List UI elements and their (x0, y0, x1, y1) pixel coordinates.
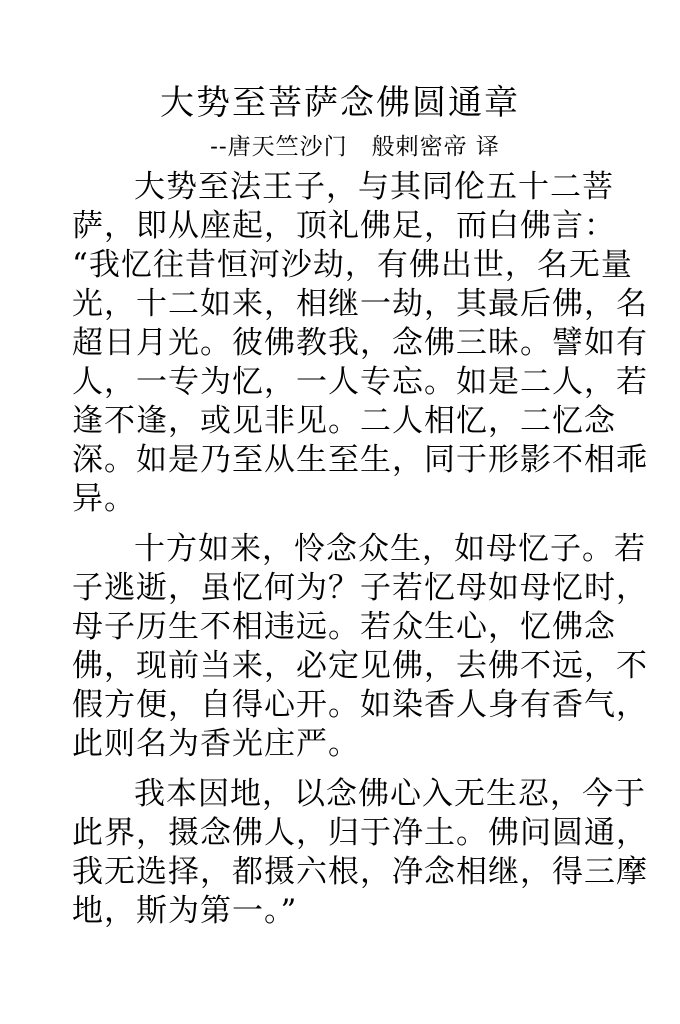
document-title: 大势至菩萨念佛圆通章 (160, 83, 520, 123)
text-line: 光，十二如来，相继一劫，其最后佛，名 (72, 286, 648, 322)
text-line: 此界，摄念佛人，归于净土。佛问圆通， (72, 815, 648, 851)
text-line: 萨，即从座起，顶礼佛足，而白佛言： (72, 208, 616, 244)
text-line: 人，一专为忆，一人专忘。如是二人，若 (72, 364, 648, 400)
text-line: 逢不逢，或见非见。二人相忆，二忆念 (72, 403, 616, 439)
text-line: 深。如是乃至从生至生，同于形影不相乖 (72, 442, 648, 478)
translator-attribution: --唐天竺沙门 般剌密帝 译 (210, 134, 500, 160)
text-line: 假方便，自得心开。如染香人身有香气， (72, 687, 648, 723)
text-line: 子逃逝，虽忆何为？子若忆母如母忆时， (72, 570, 648, 606)
text-line: 异。 (72, 481, 136, 517)
scripture-body (72, 168, 648, 942)
text-line: 十方如来，怜念众生，如母忆子。若 (134, 531, 646, 567)
paragraph-1 (72, 168, 648, 519)
text-line: 母子历生不相违远。若众生心，忆佛念 (72, 609, 616, 645)
text-line: 佛，现前当来，必定见佛，去佛不远，不 (72, 648, 648, 684)
text-line: “我忆往昔恒河沙劫，有佛出世，名无量 (72, 247, 633, 283)
paragraph-2 (72, 530, 648, 764)
text-line: 大势至法王子，与其同伦五十二菩 (134, 169, 614, 205)
paragraph-3 (72, 775, 648, 931)
text-line: 我本因地，以念佛心入无生忍，今于 (134, 776, 646, 812)
text-line: 我无选择，都摄六根，净念相继，得三摩 (72, 854, 648, 890)
text-line: 地，斯为第一。” (72, 893, 298, 929)
text-line: 超日月光。彼佛教我，念佛三昧。譬如有 (72, 325, 648, 361)
text-line: 此则名为香光庄严。 (72, 726, 360, 762)
